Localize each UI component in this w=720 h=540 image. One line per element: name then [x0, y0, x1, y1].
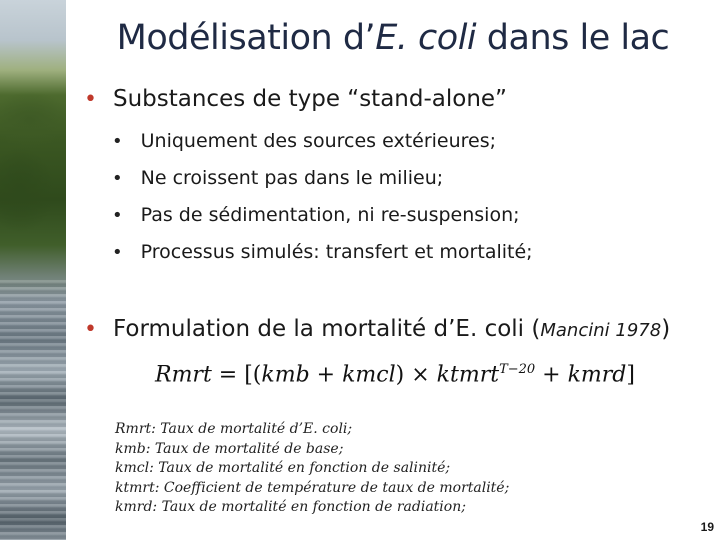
formula-term: ktmrt: [436, 362, 500, 388]
definition-line: kmcl: Taux de mortalité en fonction de salinité;: [115, 460, 451, 476]
formula-operator: +: [535, 362, 568, 388]
formula-term: kmrd: [567, 362, 627, 388]
sub-bullet-text: Processus simulés: transfert et mortalité;: [140, 241, 533, 263]
sub-bullet: [112, 167, 443, 189]
sub-bullet: [112, 130, 496, 152]
sub-bullet-dot-icon: •: [112, 242, 123, 263]
bullet-text: Substances de type “stand-alone”: [112, 86, 507, 112]
bullet-dot-icon: •: [84, 87, 97, 112]
sub-bullet-text: Uniquement des sources extérieures;: [140, 130, 497, 152]
bullet-text-post: ): [661, 316, 671, 342]
title-text-pre: Modélisation d’: [116, 18, 376, 58]
slide-title: [66, 18, 720, 58]
formula-term: kmb: [261, 362, 310, 388]
definition-line: kmrd: Taux de mortalité en fonction de radiation;: [115, 499, 466, 515]
formula-lhs: Rmrt: [155, 362, 212, 388]
definition-line: kmb: Taux de mortalité de base;: [115, 440, 344, 457]
definition-line: ktmrt: Coefficient de température de taux de mortalité;: [115, 479, 510, 496]
bullet-text: [113, 316, 670, 342]
sub-bullet-dot-icon: •: [112, 205, 123, 226]
lake-photo: [0, 0, 66, 540]
bullet-mortality-formulation: [84, 316, 670, 342]
formula-operator: ) ×: [395, 362, 437, 388]
title-text-post: dans le lac: [476, 18, 670, 58]
bullet-text-pre: Formulation de la mortalité d’E. coli (: [112, 316, 541, 342]
sub-bullet-text: Ne croissent pas dans le milieu;: [140, 167, 444, 189]
formula-operator: +: [309, 362, 343, 388]
page-number: 19: [700, 520, 714, 534]
sub-bullet-dot-icon: •: [112, 168, 123, 189]
title-text-italic: E. coli: [375, 18, 477, 58]
citation: Mancini 1978: [540, 320, 662, 341]
formula-operator: = [(: [211, 362, 262, 388]
sub-bullet: [112, 204, 520, 226]
bullet-dot-icon: •: [84, 317, 97, 342]
bullet-standalone: [84, 86, 507, 112]
sub-bullet-text: Pas de sédimentation, ni re-suspension;: [140, 204, 520, 226]
definitions-list: [115, 420, 509, 518]
definition-line: Rmrt: Taux de mortalité d’E. coli;: [115, 421, 353, 437]
formula-exponent: T−20: [499, 362, 536, 377]
sub-bullet: [112, 241, 533, 263]
formula-operator: ]: [626, 362, 635, 388]
mortality-formula: [155, 362, 635, 387]
formula-term: kmcl: [342, 362, 396, 388]
sub-bullet-dot-icon: •: [112, 131, 123, 152]
